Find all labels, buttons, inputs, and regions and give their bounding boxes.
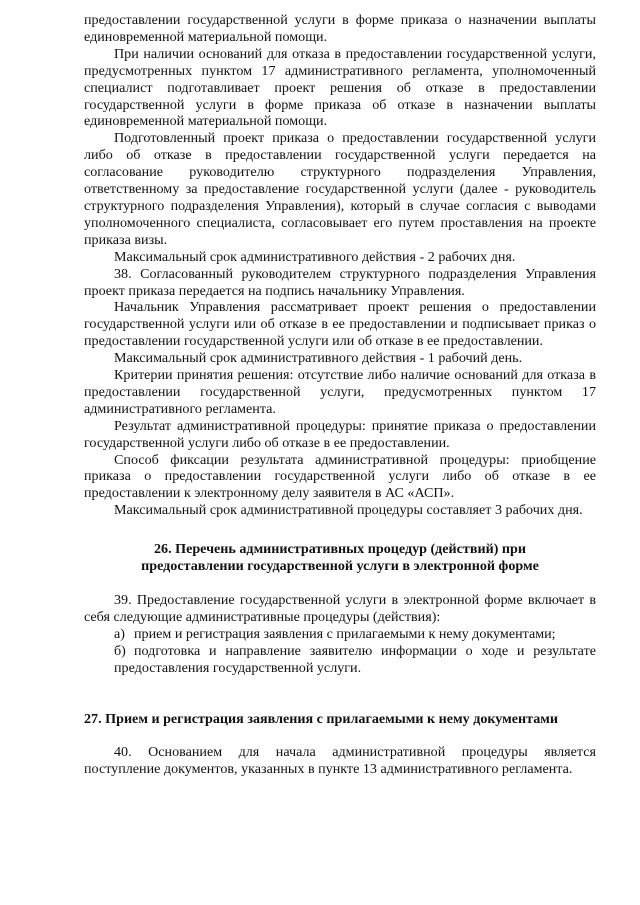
paragraph-continuation: предоставлении государственной услуги в форме приказа о назначении выплаты единовременной материальной помощи. bbox=[84, 12, 596, 45]
section-heading-26-line2: предоставлении государственной услуги в электронной форме bbox=[141, 558, 539, 575]
section-heading-26 bbox=[84, 541, 596, 575]
list-item bbox=[84, 643, 596, 677]
section-heading-26-line1: 26. Перечень административных процедур (действий) при bbox=[153, 541, 527, 558]
paragraph-result-recording: Способ фиксации результата административной процедуры: приобщение приказа о предоставлении государственной услуги либо об отказе в ее предоставлении к электронному делу заявителя в АС «АСП». bbox=[84, 451, 596, 502]
paragraph-procedure-result: Результат административной процедуры: принятие приказа о предоставлении государственной услуги либо об отказе в ее предоставлении. bbox=[84, 417, 596, 451]
paragraph-decision-criteria: Критерии принятия решения: отсутствие либо наличие оснований для отказа в предоставлении государственной услуги, предусмотренных пунктом 17 административного регламента. bbox=[84, 367, 596, 417]
list-item-text: прием и регистрация заявления с прилагаемыми к нему документами; bbox=[134, 625, 556, 642]
list-item bbox=[84, 626, 596, 643]
list-item-text: подготовка и направление заявителю информации о ходе и результате предоставления государственной услуги. bbox=[114, 642, 596, 676]
paragraph-deadline-1-day: Максимальный срок административного действия - 1 рабочий день. bbox=[114, 350, 523, 367]
paragraph-deadline-2-days: Максимальный срок административного действия - 2 рабочих дня. bbox=[114, 248, 516, 265]
paragraph-item-40: 40. Основанием для начала административной процедуры является поступление документов, указанных в пункте 13 административного регламента. bbox=[84, 744, 596, 778]
paragraph-item-39: 39. Предоставление государственной услуги в электронной форме включает в себя следующие административные процедуры (действия): bbox=[84, 592, 596, 625]
paragraph-approval: Подготовленный проект приказа о предоставлении государственной услуги либо об отказе в предоставлении государственной услуги передается на согласование руководителю структурного подразделения Управления, ответственному за предоставление государственной услуги (далее - руководитель структурного подразделения Управления), который в случае согласия с выводами уполномоченного специалиста, согласовывает его путем проставления на проекте приказа визы. bbox=[84, 130, 596, 248]
list-marker: а) bbox=[114, 625, 125, 642]
paragraph-head-review: Начальник Управления рассматривает проект решения о предоставлении государственной услуги или об отказе в ее предоставлении и подписывает приказ о предоставлении государственной услуги или об отказе в ее предоставлении. bbox=[84, 299, 596, 350]
list-marker: б) bbox=[114, 642, 126, 659]
paragraph-refusal-grounds: При наличии оснований для отказа в предоставлении государственной услуги, предусмотренных пунктом 17 административного регламента, уполномоченный специалист подготавливает проект решения об отказе в предоставлении государственной услуги в форме приказа об отказе в назначении выплаты единовременной материальной помощи. bbox=[84, 45, 596, 130]
section-heading-27: 27. Прием и регистрация заявления с прилагаемыми к нему документами bbox=[84, 710, 558, 727]
paragraph-deadline-3-days: Максимальный срок административной процедуры составляет 3 рабочих дня. bbox=[114, 502, 583, 519]
paragraph-item-38: 38. Согласованный руководителем структурного подразделения Управления проект приказа передается на подпись начальнику Управления. bbox=[84, 265, 596, 299]
